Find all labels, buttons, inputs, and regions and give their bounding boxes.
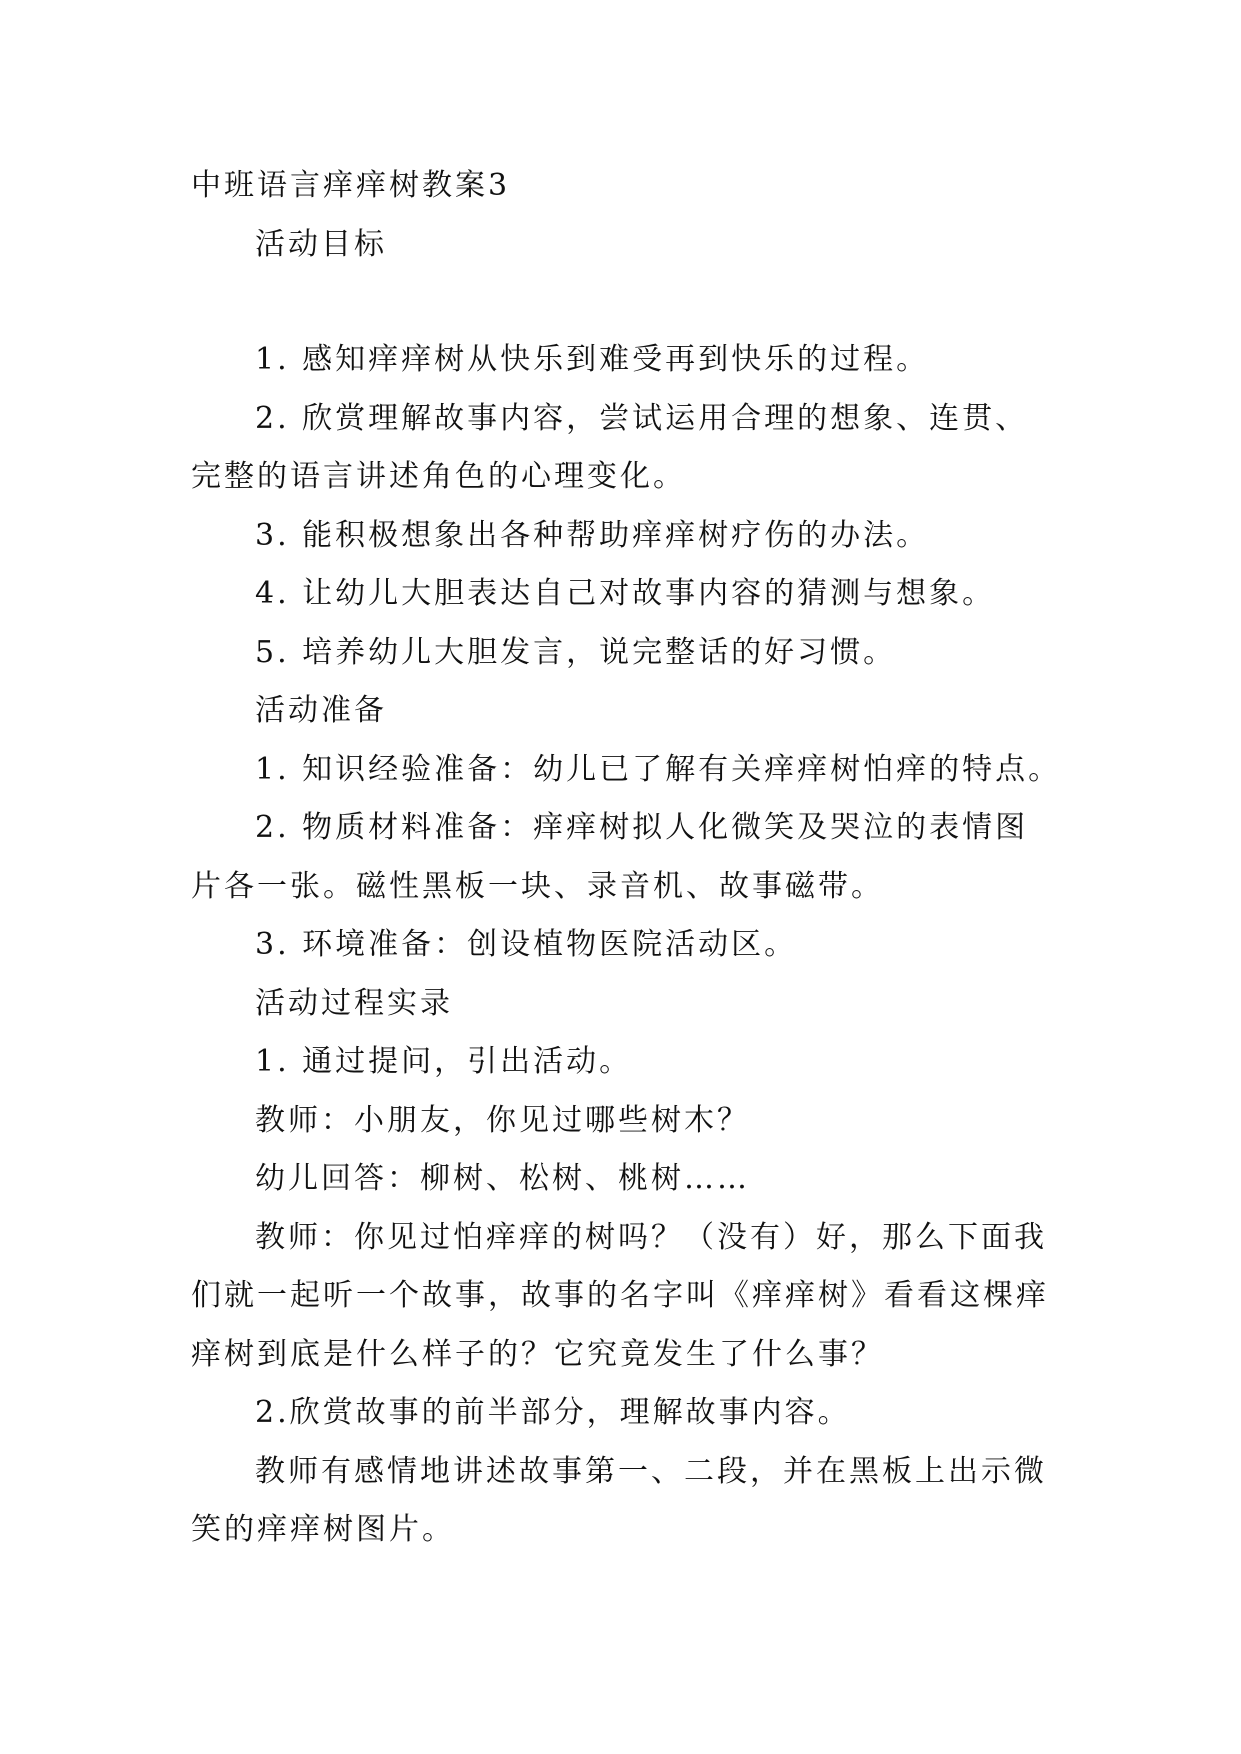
paragraph-line: 2. 欣赏理解故事内容，尝试运用合理的想象、连贯、: [255, 401, 1029, 436]
paragraph-line: 教师：小朋友，你见过哪些树木？: [255, 1103, 750, 1138]
paragraph-line: 3. 环境准备：创设植物医院活动区。: [255, 927, 798, 962]
paragraph-line: 4. 让幼儿大胆表达自己对故事内容的猜测与想象。: [255, 576, 996, 611]
paragraph-line: 痒树到底是什么样子的？它究竟发生了什么事？: [191, 1337, 884, 1372]
paragraph-line: 片各一张。磁性黑板一块、录音机、故事磁带。: [191, 869, 884, 904]
section-heading-goals: 活动目标: [255, 227, 387, 262]
paragraph-line: 2. 物质材料准备：痒痒树拟人化微笑及哭泣的表情图: [255, 810, 1029, 845]
paragraph-line: 1. 感知痒痒树从快乐到难受再到快乐的过程。: [255, 342, 930, 377]
paragraph-line: 笑的痒痒树图片。: [191, 1512, 455, 1547]
paragraph-line: 5. 培养幼儿大胆发言，说完整话的好习惯。: [255, 635, 897, 670]
paragraph-line: 教师有感情地讲述故事第一、二段，并在黑板上出示微: [255, 1454, 1047, 1489]
paragraph-line: 们就一起听一个故事，故事的名字叫《痒痒树》看看这棵痒: [191, 1278, 1049, 1313]
section-heading-preparation: 活动准备: [255, 693, 387, 728]
paragraph-line: 1. 知识经验准备：幼儿已了解有关痒痒树怕痒的特点。: [255, 752, 1062, 787]
section-heading-process: 活动过程实录: [255, 986, 453, 1021]
paragraph-line: 2.欣赏故事的前半部分，理解故事内容。: [255, 1395, 851, 1430]
paragraph-line: 3. 能积极想象出各种帮助痒痒树疗伤的办法。: [255, 518, 930, 553]
paragraph-line: 幼儿回答：柳树、松树、桃树……: [255, 1161, 750, 1196]
paragraph-line: 完整的语言讲述角色的心理变化。: [191, 459, 686, 494]
paragraph-line: 教师：你见过怕痒痒的树吗？（没有）好，那么下面我: [255, 1220, 1047, 1255]
paragraph-line: 1. 通过提问，引出活动。: [255, 1044, 633, 1079]
document-title: 中班语言痒痒树教案3: [191, 168, 511, 203]
